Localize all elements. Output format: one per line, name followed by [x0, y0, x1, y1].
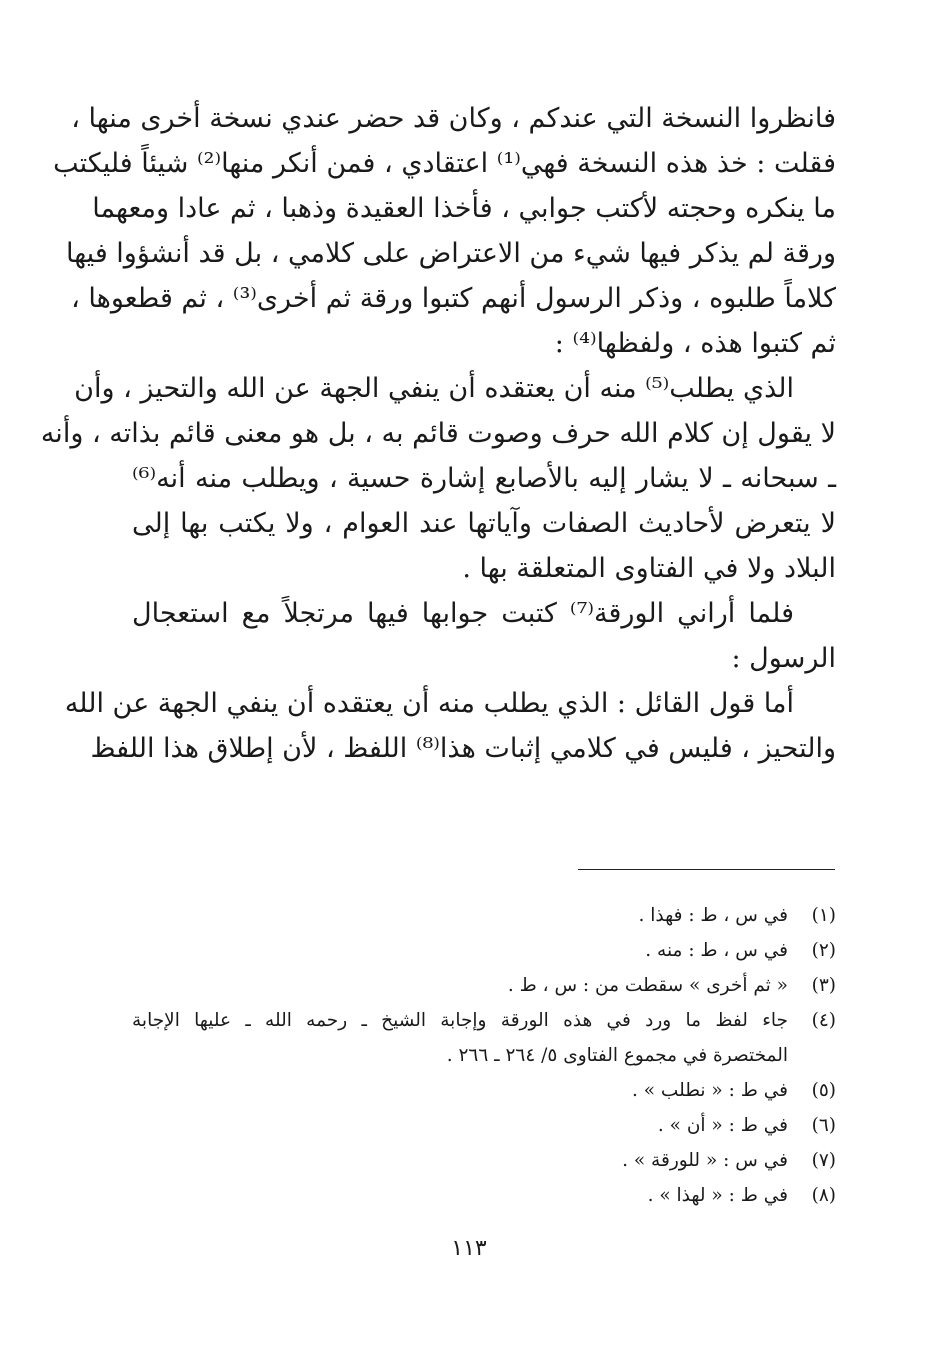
footnote-item: [132, 1003, 836, 1073]
footnote-text: في ط : « أن » .: [657, 1115, 788, 1136]
text-line: الذي يطلب⁽⁵⁾ منه أن يعتقده أن ينفي الجهة عن الله والتحيز ، وأن: [74, 373, 794, 404]
text-line: ورقة لم يذكر فيها شيء من الاعتراض على كلامي ، بل قد أنشؤوا فيها: [66, 238, 836, 269]
text-line: أما قول القائل : الذي يطلب منه أن يعتقده أن ينفي الجهة عن الله: [64, 688, 794, 719]
footnote-item: [132, 898, 836, 933]
footnote-item: [132, 933, 836, 968]
footnote-text: في ط : « لهذا » .: [647, 1185, 788, 1206]
footnote-separator: [578, 869, 835, 870]
text-line: ما ينكره وحجته لأكتب جوابي ، فأخذا العقيدة وذهبا ، ثم عادا ومعهما: [92, 193, 836, 224]
footnote-item: [132, 1073, 836, 1108]
footnote-number: (٢): [811, 940, 836, 961]
text-line: فانظروا النسخة التي عندكم ، وكان قد حضر عندي نسخة أخرى منها ،: [71, 103, 836, 134]
footnote-text: المختصرة في مجموع الفتاوى ٥/ ٢٦٤ ـ ٢٦٦ .: [446, 1045, 788, 1066]
footnotes: [132, 898, 836, 1213]
footnote-text: في ط : « نطلب » .: [631, 1080, 788, 1101]
text-line: كلاماً طلبوه ، وذكر الرسول أنهم كتبوا ورقة ثم أخرى⁽³⁾ ، ثم قطعوها ،: [71, 283, 836, 314]
footnote-item: [132, 968, 836, 1003]
footnote-text: جاء لفظ ما ورد في هذه الورقة وإجابة الشيخ ـ رحمه الله ـ عليها الإجابة: [132, 1010, 788, 1031]
main-text: [40, 96, 836, 771]
text-line: فقلت : خذ هذه النسخة فهي⁽¹⁾ اعتقادي ، فمن أنكر منها⁽²⁾ شيئاً فليكتب: [53, 148, 836, 179]
footnote-text: في س : « للورقة » .: [622, 1150, 788, 1171]
text-line: فلما أراني الورقة⁽⁷⁾ كتبت جوابها فيها مرتجلاً مع استعجال: [132, 598, 794, 629]
footnote-number: (٥): [811, 1080, 836, 1101]
footnote-number: (٧): [811, 1150, 836, 1171]
footnote-text: في س ، ط : فهذا .: [638, 905, 788, 926]
text-line: لا يتعرض لأحاديث الصفات وآياتها عند العوام ، ولا يكتب بها إلى: [132, 508, 836, 539]
footnote-item: [132, 1178, 836, 1213]
footnote-number: (٦): [811, 1115, 836, 1136]
text-line: ـ سبحانه ـ لا يشار إليه بالأصابع إشارة حسية ، ويطلب منه أنه⁽⁶⁾: [132, 463, 836, 494]
footnote-number: (١): [811, 905, 836, 926]
page-number: ١١٣: [451, 1236, 487, 1261]
text-line: ثم كتبوا هذه ، ولفظها⁽⁴⁾ :: [554, 328, 836, 359]
footnote-number: (٨): [811, 1185, 836, 1206]
footnote-number: (٤): [811, 1010, 836, 1031]
footnote-item: [132, 1143, 836, 1178]
footnote-number: (٣): [811, 975, 836, 996]
footnote-text: في س ، ط : منه .: [645, 940, 788, 961]
text-line: الرسول :: [731, 643, 836, 674]
text-line: البلاد ولا في الفتاوى المتعلقة بها .: [462, 553, 836, 584]
text-line: لا يقول إن كلام الله حرف وصوت قائم به ، بل هو معنى قائم بذاته ، وأنه: [40, 418, 836, 449]
text-line: والتحيز ، فليس في كلامي إثبات هذا⁽⁸⁾ اللفظ ، لأن إطلاق هذا اللفظ: [90, 733, 836, 764]
footnote-item: [132, 1108, 836, 1143]
footnote-text: « ثم أخرى » سقطت من : س ، ط .: [507, 975, 788, 996]
